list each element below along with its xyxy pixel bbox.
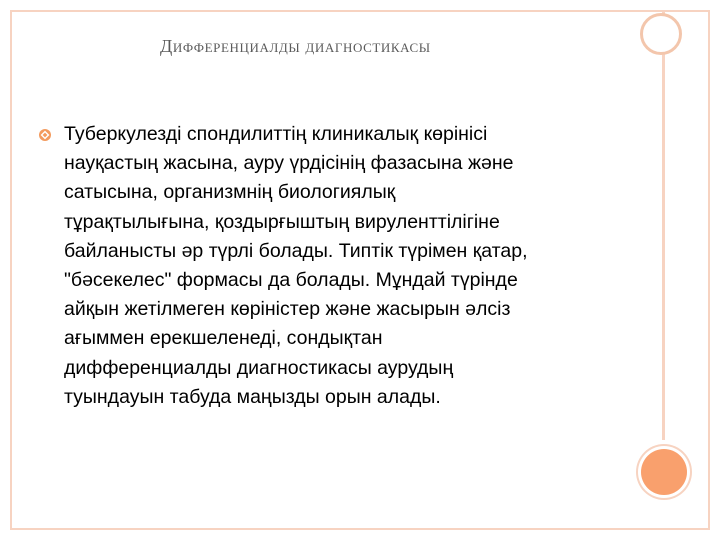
accent-line xyxy=(662,10,665,440)
decorative-dot xyxy=(641,449,687,495)
slide-content xyxy=(38,120,648,412)
bullet-text: Туберкулезді спондилиттің клиникалық көрінісі науқастың жасына, ауру үрдісінің фазасына және сатысына, организмнің биологиялық тұрақтылығына, қоздырғыштың вируленттілігіне байланысты әр түрлі болады. Типтік түрімен қатар, "бәсекелес" формасы да болады. Мұндай түрінде айқын жетілмеген көріністер және жасырын әлсіз ағыммен ерекшеленеді, сондықтан дифференциалды диагностикасы аурудың туындауын табуда маңызды орын алады. xyxy=(64,123,528,408)
slide-title: Дифференциалды диагностикасы xyxy=(160,36,431,56)
diamond-bullet-icon xyxy=(38,128,52,142)
decorative-ring xyxy=(640,13,682,55)
